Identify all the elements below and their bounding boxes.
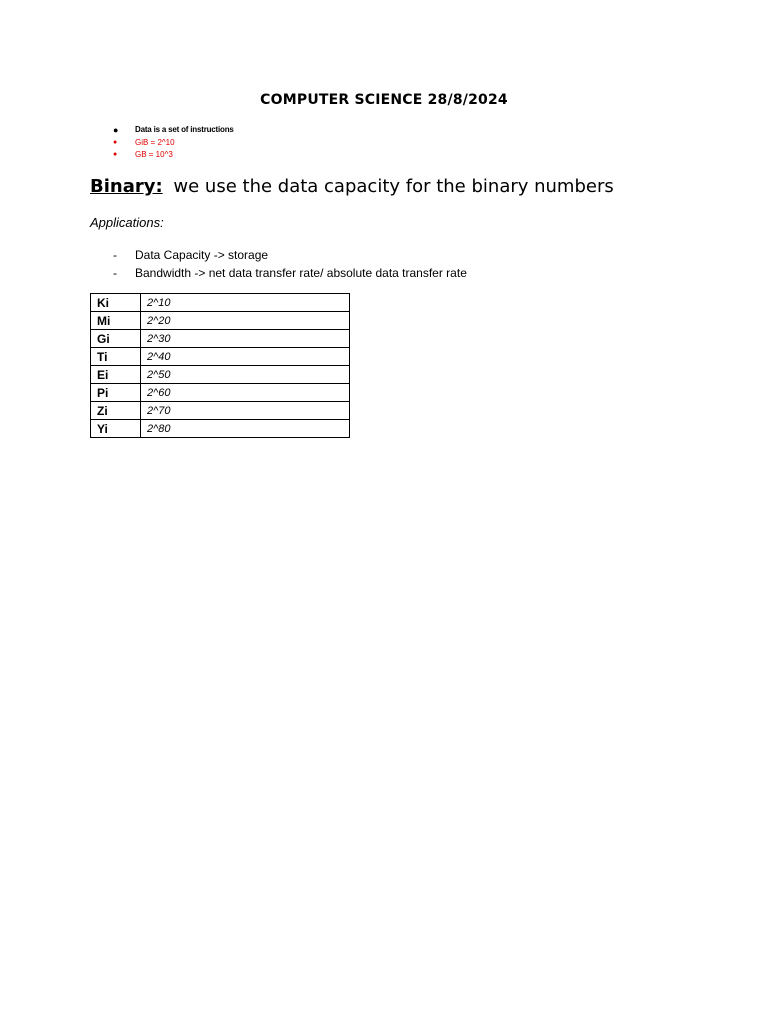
unit-cell: Mi (91, 312, 141, 330)
document-title: COMPUTER SCIENCE 28/8/2024 (260, 92, 508, 108)
bullet-list (113, 124, 234, 162)
binary-heading (90, 176, 614, 197)
power-cell: 2^40 (141, 348, 350, 366)
unit-cell: Ti (91, 348, 141, 366)
bullet-dot-icon: ● (113, 138, 118, 146)
table-row (91, 330, 350, 348)
unit-cell: Yi (91, 420, 141, 438)
bullet-item (113, 124, 234, 137)
bullet-item (113, 137, 234, 150)
binary-label: Binary: (90, 176, 163, 197)
table-row (91, 366, 350, 384)
binary-text: we use the data capacity for the binary numbers (173, 176, 614, 197)
bullet-text: GiB = 2^10 (135, 137, 175, 147)
table-row (91, 294, 350, 312)
table-row (91, 384, 350, 402)
bullet-dot-icon: ● (113, 151, 118, 158)
bullet-text: Data is a set of instructions (135, 125, 234, 134)
power-cell: 2^60 (141, 384, 350, 402)
binary-units-table (90, 293, 350, 438)
bullet-text: GB = 10^3 (135, 150, 173, 159)
applications-heading: Applications: (90, 215, 164, 230)
list-item-text: Bandwidth -> net data transfer rate/ absolute data transfer rate (135, 266, 467, 280)
dash-icon: - (113, 266, 117, 280)
power-cell: 2^30 (141, 330, 350, 348)
unit-cell: Ki (91, 294, 141, 312)
applications-list (113, 246, 467, 282)
power-cell: 2^50 (141, 366, 350, 384)
list-item (113, 264, 467, 282)
table-row (91, 348, 350, 366)
power-cell: 2^20 (141, 312, 350, 330)
bullet-dot-icon: ● (113, 125, 119, 135)
list-item (113, 246, 467, 264)
power-cell: 2^70 (141, 402, 350, 420)
table-row (91, 420, 350, 438)
list-item-text: Data Capacity -> storage (135, 248, 269, 262)
table-row (91, 312, 350, 330)
unit-cell: Zi (91, 402, 141, 420)
dash-icon: - (113, 248, 117, 262)
bullet-item (113, 149, 234, 162)
unit-cell: Ei (91, 366, 141, 384)
table-row (91, 402, 350, 420)
power-cell: 2^80 (141, 420, 350, 438)
power-cell: 2^10 (141, 294, 350, 312)
unit-cell: Pi (91, 384, 141, 402)
unit-cell: Gi (91, 330, 141, 348)
